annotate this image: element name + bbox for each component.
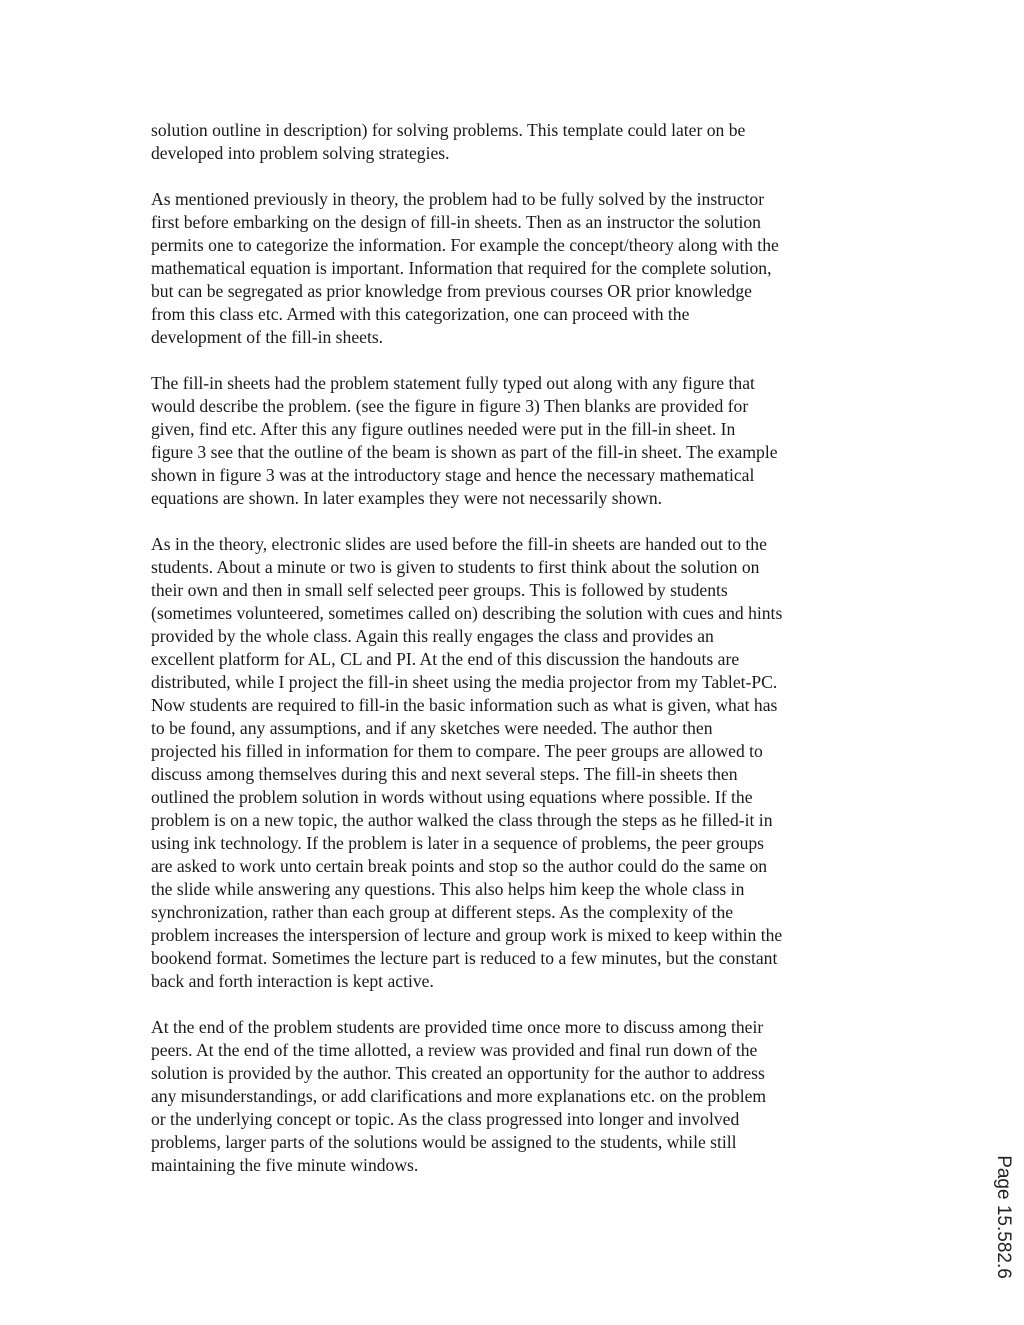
text-line: development of the fill-in sheets. <box>151 327 384 347</box>
paragraph-2 <box>151 188 879 349</box>
text-line: or the underlying concept or topic. As the class progressed into longer and involved <box>151 1109 740 1129</box>
text-line: but can be segregated as prior knowledge from previous courses OR prior knowledge <box>151 281 752 301</box>
text-line: to be found, any assumptions, and if any sketches were needed. The author then <box>151 718 713 738</box>
paragraph-4 <box>151 533 879 993</box>
text-line: shown in figure 3 was at the introductory stage and hence the necessary mathematical <box>151 465 755 485</box>
text-line: solution outline in description) for solving problems. This template could later on be <box>151 120 746 140</box>
text-line: equations are shown. In later examples they were not necessarily shown. <box>151 488 663 508</box>
text-line: provided by the whole class. Again this really engages the class and provides an <box>151 626 714 646</box>
text-line: from this class etc. Armed with this categorization, one can proceed with the <box>151 304 690 324</box>
text-line: synchronization, rather than each group at different steps. As the complexity of the <box>151 902 734 922</box>
text-line: students. About a minute or two is given to students to first think about the solution on <box>151 557 760 577</box>
text-line: The fill-in sheets had the problem statement fully typed out along with any figure that <box>151 373 755 393</box>
text-line: using ink technology. If the problem is later in a sequence of problems, the peer groups <box>151 833 765 853</box>
text-line: bookend format. Sometimes the lecture part is reduced to a few minutes, but the constant <box>151 948 778 968</box>
text-line: solution is provided by the author. This created an opportunity for the author to address <box>151 1063 765 1083</box>
text-line: projected his filled in information for them to compare. The peer groups are allowed to <box>151 741 763 761</box>
text-line: given, find etc. After this any figure outlines needed were put in the fill-in sheet. In <box>151 419 736 439</box>
text-line: As in the theory, electronic slides are used before the fill-in sheets are handed out to the <box>151 534 767 554</box>
text-line: mathematical equation is important. Information that required for the complete solution, <box>151 258 772 278</box>
text-line: first before embarking on the design of fill-in sheets. Then as an instructor the solution <box>151 212 761 232</box>
text-line: the slide while answering any questions. This also helps him keep the whole class in <box>151 879 745 899</box>
text-line: maintaining the five minute windows. <box>151 1155 419 1175</box>
paragraph-5 <box>151 1016 879 1177</box>
text-line: any misunderstandings, or add clarifications and more explanations etc. on the problem <box>151 1086 767 1106</box>
text-line: developed into problem solving strategies. <box>151 143 450 163</box>
text-line: (sometimes volunteered, sometimes called on) describing the solution with cues and hints <box>151 603 783 623</box>
page-number: Page 15.582.6 <box>993 1155 1014 1279</box>
body-text <box>151 119 879 1200</box>
text-line: figure 3 see that the outline of the beam is shown as part of the fill-in sheet. The example <box>151 442 778 462</box>
text-line: As mentioned previously in theory, the problem had to be fully solved by the instructor <box>151 189 765 209</box>
text-line: distributed, while I project the fill-in sheet using the media projector from my Tablet-PC. <box>151 672 778 692</box>
paragraph-1 <box>151 119 879 165</box>
text-line: Now students are required to fill-in the basic information such as what is given, what has <box>151 695 778 715</box>
text-line: discuss among themselves during this and next several steps. The fill-in sheets then <box>151 764 738 784</box>
text-line: back and forth interaction is kept active. <box>151 971 434 991</box>
text-line: are asked to work unto certain break points and stop so the author could do the same on <box>151 856 768 876</box>
text-line: problems, larger parts of the solutions would be assigned to the students, while still <box>151 1132 737 1152</box>
text-line: their own and then in small self selected peer groups. This is followed by students <box>151 580 728 600</box>
paragraph-3 <box>151 372 879 510</box>
text-line: problem increases the interspersion of lecture and group work is mixed to keep within the <box>151 925 783 945</box>
text-line: problem is on a new topic, the author walked the class through the steps as he filled-it in <box>151 810 773 830</box>
text-line: permits one to categorize the information. For example the concept/theory along with the <box>151 235 779 255</box>
text-line: would describe the problem. (see the figure in figure 3) Then blanks are provided for <box>151 396 749 416</box>
text-line: peers. At the end of the time allotted, a review was provided and final run down of the <box>151 1040 758 1060</box>
text-line: At the end of the problem students are provided time once more to discuss among their <box>151 1017 764 1037</box>
text-line: excellent platform for AL, CL and PI. At the end of this discussion the handouts are <box>151 649 740 669</box>
text-line: outlined the problem solution in words without using equations where possible. If the <box>151 787 753 807</box>
